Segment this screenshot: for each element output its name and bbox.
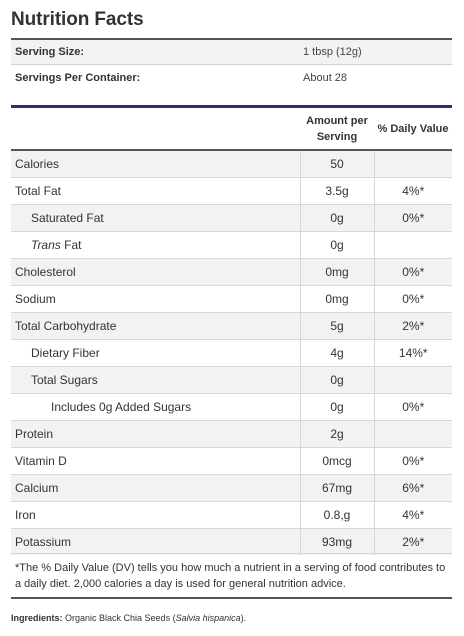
nutrient-amount: 0mcg — [300, 447, 374, 474]
nutrient-dv — [374, 231, 452, 258]
nutrient-name: Sodium — [11, 285, 300, 312]
nutrient-name: Cholesterol — [11, 258, 300, 285]
table-row — [11, 447, 452, 474]
nutrient-dv: 14%* — [374, 339, 452, 366]
nutrient-name: Total Fat — [11, 177, 300, 204]
table-row — [11, 204, 452, 231]
nutrient-name: Vitamin D — [11, 447, 300, 474]
ingredients-text: Organic Black Chia Seeds ( — [62, 613, 176, 623]
nutrient-dv: 0%* — [374, 285, 452, 312]
daily-value-footnote: *The % Daily Value (DV) tells you how much a nutrient in a serving of food contributes to a daily diet. 2,000 calories a day is used for general nutrition advice. — [11, 553, 452, 597]
nutrient-name: Iron — [11, 501, 300, 528]
table-row — [11, 177, 452, 204]
nutrient-amount: 0.8,g — [300, 501, 374, 528]
ingredients-latin-name: Salvia hispanica — [175, 613, 241, 623]
table-row — [11, 528, 452, 555]
nutrient-name-italic: Trans — [31, 237, 61, 252]
table-row — [11, 339, 452, 366]
nutrient-dv: 0%* — [374, 447, 452, 474]
bottom-divider — [11, 597, 452, 599]
nutrient-dv: 2%* — [374, 312, 452, 339]
nutrient-name: Calcium — [11, 474, 300, 501]
serving-info — [11, 38, 452, 90]
nutrient-amount: 0g — [300, 231, 374, 258]
table-row — [11, 501, 452, 528]
table-row — [11, 285, 452, 312]
amount-header-line1: Amount per — [306, 114, 368, 127]
nutrient-dv: 6%* — [374, 474, 452, 501]
table-row — [11, 258, 452, 285]
nutrient-dv: 4%* — [374, 177, 452, 204]
servings-per-container-value: About 28 — [303, 71, 348, 84]
serving-size-row — [11, 40, 452, 65]
amount-column-header — [300, 108, 374, 150]
amount-header-line2: Serving — [316, 130, 358, 143]
nutrient-dv — [374, 420, 452, 447]
table-row — [11, 150, 452, 177]
nutrient-column-header — [11, 108, 300, 150]
servings-per-container-label: Servings Per Container: — [15, 71, 141, 84]
nutrient-name: Total Carbohydrate — [11, 312, 300, 339]
nutrient-name: Dietary Fiber — [11, 339, 300, 366]
nutrient-name: Saturated Fat — [11, 204, 300, 231]
serving-size-value: 1 tbsp (12g) — [303, 46, 362, 58]
nutrient-dv: 0%* — [374, 258, 452, 285]
nutrient-amount: 0mg — [300, 285, 374, 312]
table-header-row — [11, 108, 452, 150]
nutrient-amount: 0g — [300, 366, 374, 393]
nutrient-name: Total Sugars — [11, 366, 300, 393]
nutrient-amount: 0g — [300, 393, 374, 420]
nutrient-name-rest: Fat — [60, 237, 82, 252]
table-row — [11, 393, 452, 420]
nutrient-amount: 0mg — [300, 258, 374, 285]
nutrient-dv — [374, 366, 452, 393]
nutrient-name — [11, 231, 300, 258]
nutrient-amount: 0g — [300, 204, 374, 231]
nutrient-name: Protein — [11, 420, 300, 447]
nutrient-amount: 4g — [300, 339, 374, 366]
nutrient-amount: 50 — [300, 150, 374, 177]
nutrient-amount: 2g — [300, 420, 374, 447]
nutrient-name: Potassium — [11, 528, 300, 555]
nutrient-dv: 2%* — [374, 528, 452, 555]
page-title: Nutrition Facts — [11, 9, 144, 30]
nutrient-dv: 0%* — [374, 393, 452, 420]
nutrient-amount: 67mg — [300, 474, 374, 501]
nutrient-amount: 93mg — [300, 528, 374, 555]
ingredients-line — [11, 613, 246, 623]
nutrient-name: Includes 0g Added Sugars — [11, 393, 300, 420]
nutrient-dv: 4%* — [374, 501, 452, 528]
nutrient-name: Calories — [11, 150, 300, 177]
nutrient-amount: 5g — [300, 312, 374, 339]
ingredients-label: Ingredients: — [11, 613, 63, 623]
nutrient-amount: 3.5g — [300, 177, 374, 204]
dv-column-header: % Daily Value — [377, 122, 449, 135]
table-row — [11, 231, 452, 258]
nutrition-table — [11, 108, 452, 555]
serving-size-label: Serving Size: — [15, 46, 85, 58]
nutrient-dv — [374, 150, 452, 177]
table-row — [11, 474, 452, 501]
table-row — [11, 420, 452, 447]
nutrient-dv: 0%* — [374, 204, 452, 231]
table-row — [11, 312, 452, 339]
ingredients-end: ). — [240, 613, 247, 623]
table-row — [11, 366, 452, 393]
servings-per-container-row — [11, 65, 452, 90]
